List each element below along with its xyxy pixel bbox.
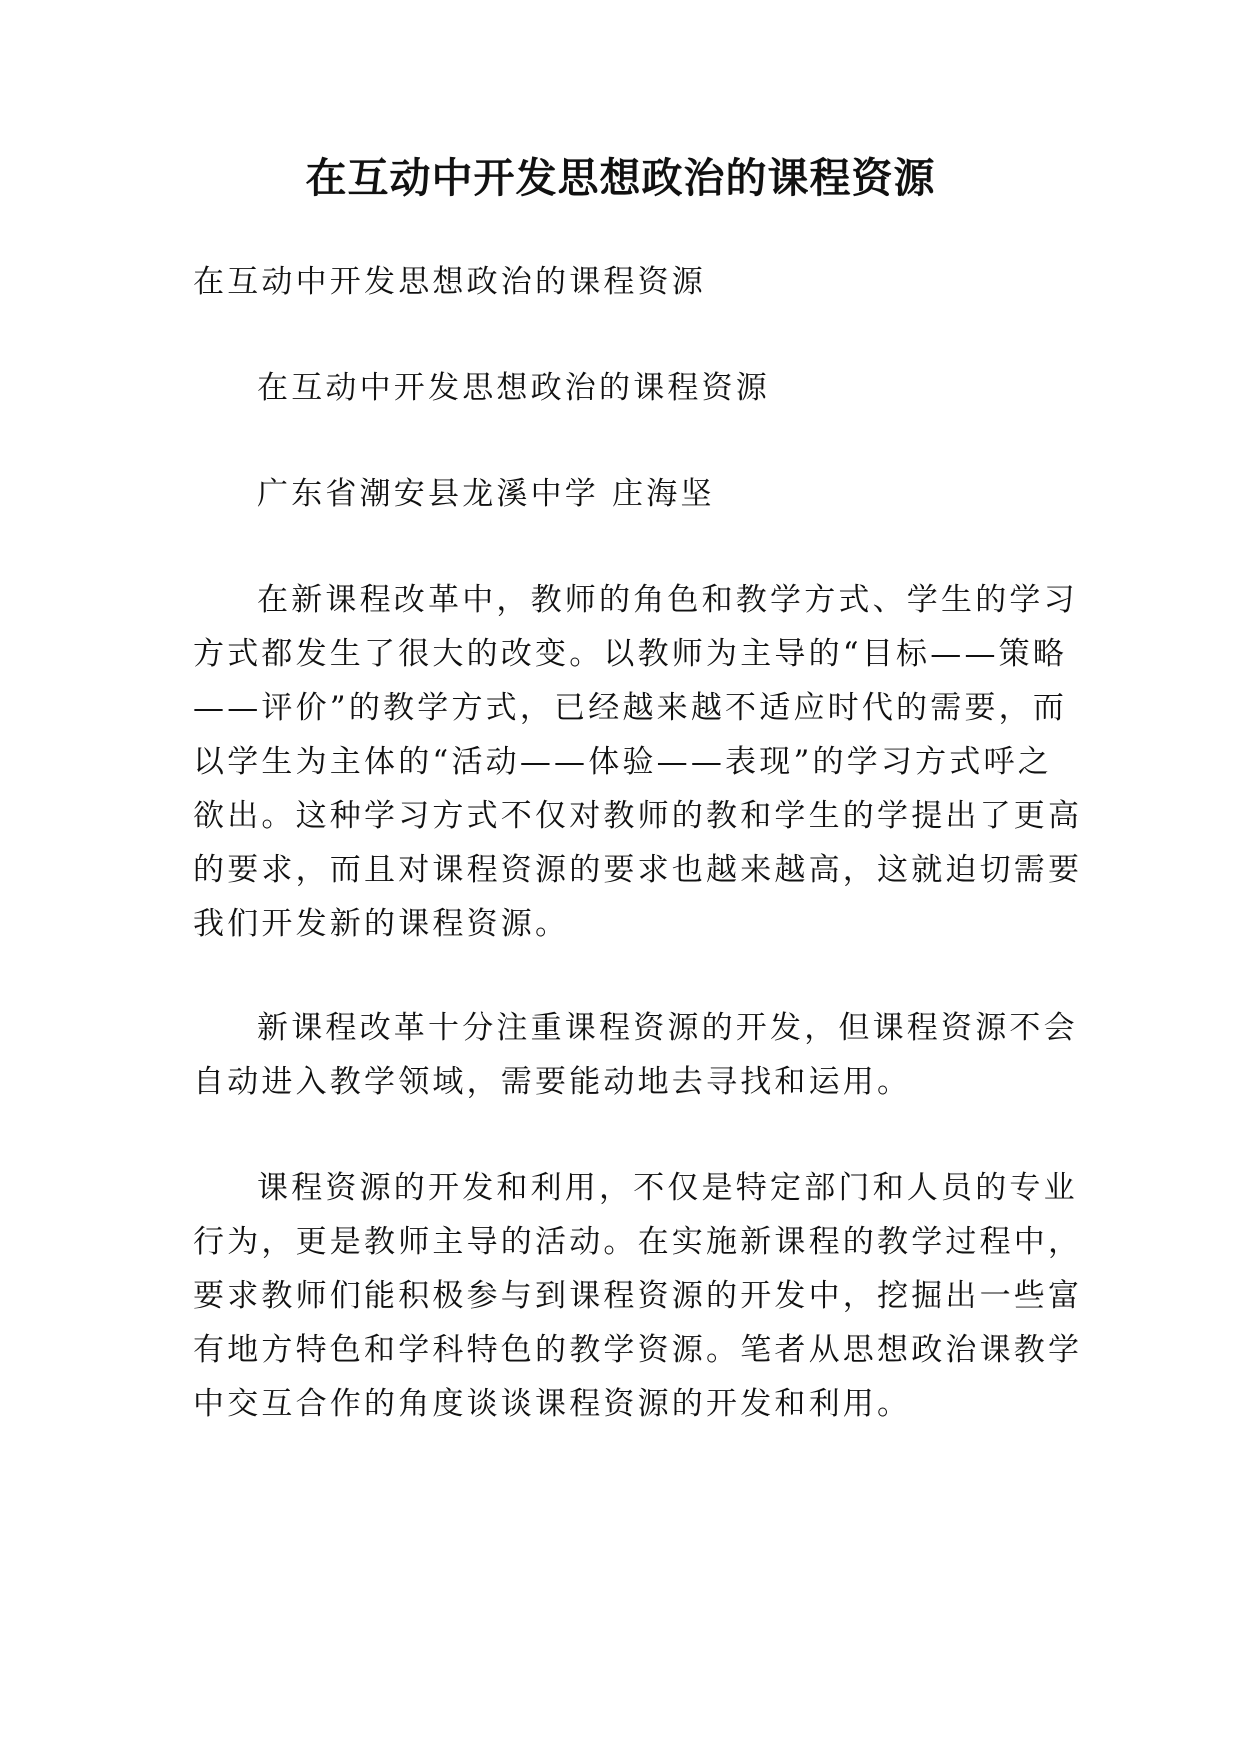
paragraph-line: 欲出。这种学习方式不仅对教师的教和学生的学提出了更高 <box>193 798 1083 834</box>
author-line: 广东省潮安县龙溪中学 庄海坚 <box>257 476 715 512</box>
paragraph-line: 我们开发新的课程资源。 <box>193 906 570 942</box>
paragraph-line: 行为，更是教师主导的活动。在实施新课程的教学过程中， <box>193 1224 1083 1260</box>
paragraph-line: 要求教师们能积极参与到课程资源的开发中，挖掘出一些富 <box>193 1278 1083 1314</box>
paragraph-line: 以学生为主体的“活动——体验——表现”的学习方式呼之 <box>193 744 1052 780</box>
paragraph-line: 的要求，而且对课程资源的要求也越来越高，这就迫切需要 <box>193 852 1083 888</box>
paragraph-line: 有地方特色和学科特色的教学资源。笔者从思想政治课教学 <box>193 1332 1083 1368</box>
inner-title-line: 在互动中开发思想政治的课程资源 <box>257 370 770 406</box>
paragraph-line: 自动进入教学领域，需要能动地去寻找和运用。 <box>193 1064 912 1100</box>
paragraph-line: 课程资源的开发和利用，不仅是特定部门和人员的专业 <box>257 1170 1078 1206</box>
paragraph-line: 中交互合作的角度谈谈课程资源的开发和利用。 <box>193 1386 912 1422</box>
paragraph-line: 在新课程改革中，教师的角色和教学方式、学生的学习 <box>257 582 1078 618</box>
paragraph-line: ——评价”的教学方式，已经越来越不适应时代的需要，而 <box>193 690 1068 726</box>
document-title: 在互动中开发思想政治的课程资源 <box>305 154 936 202</box>
paragraph-line: 方式都发生了很大的改变。以教师为主导的“目标——策略 <box>193 636 1068 672</box>
subtitle-line: 在互动中开发思想政治的课程资源 <box>193 264 706 300</box>
paragraph-line: 新课程改革十分注重课程资源的开发，但课程资源不会 <box>257 1010 1078 1046</box>
